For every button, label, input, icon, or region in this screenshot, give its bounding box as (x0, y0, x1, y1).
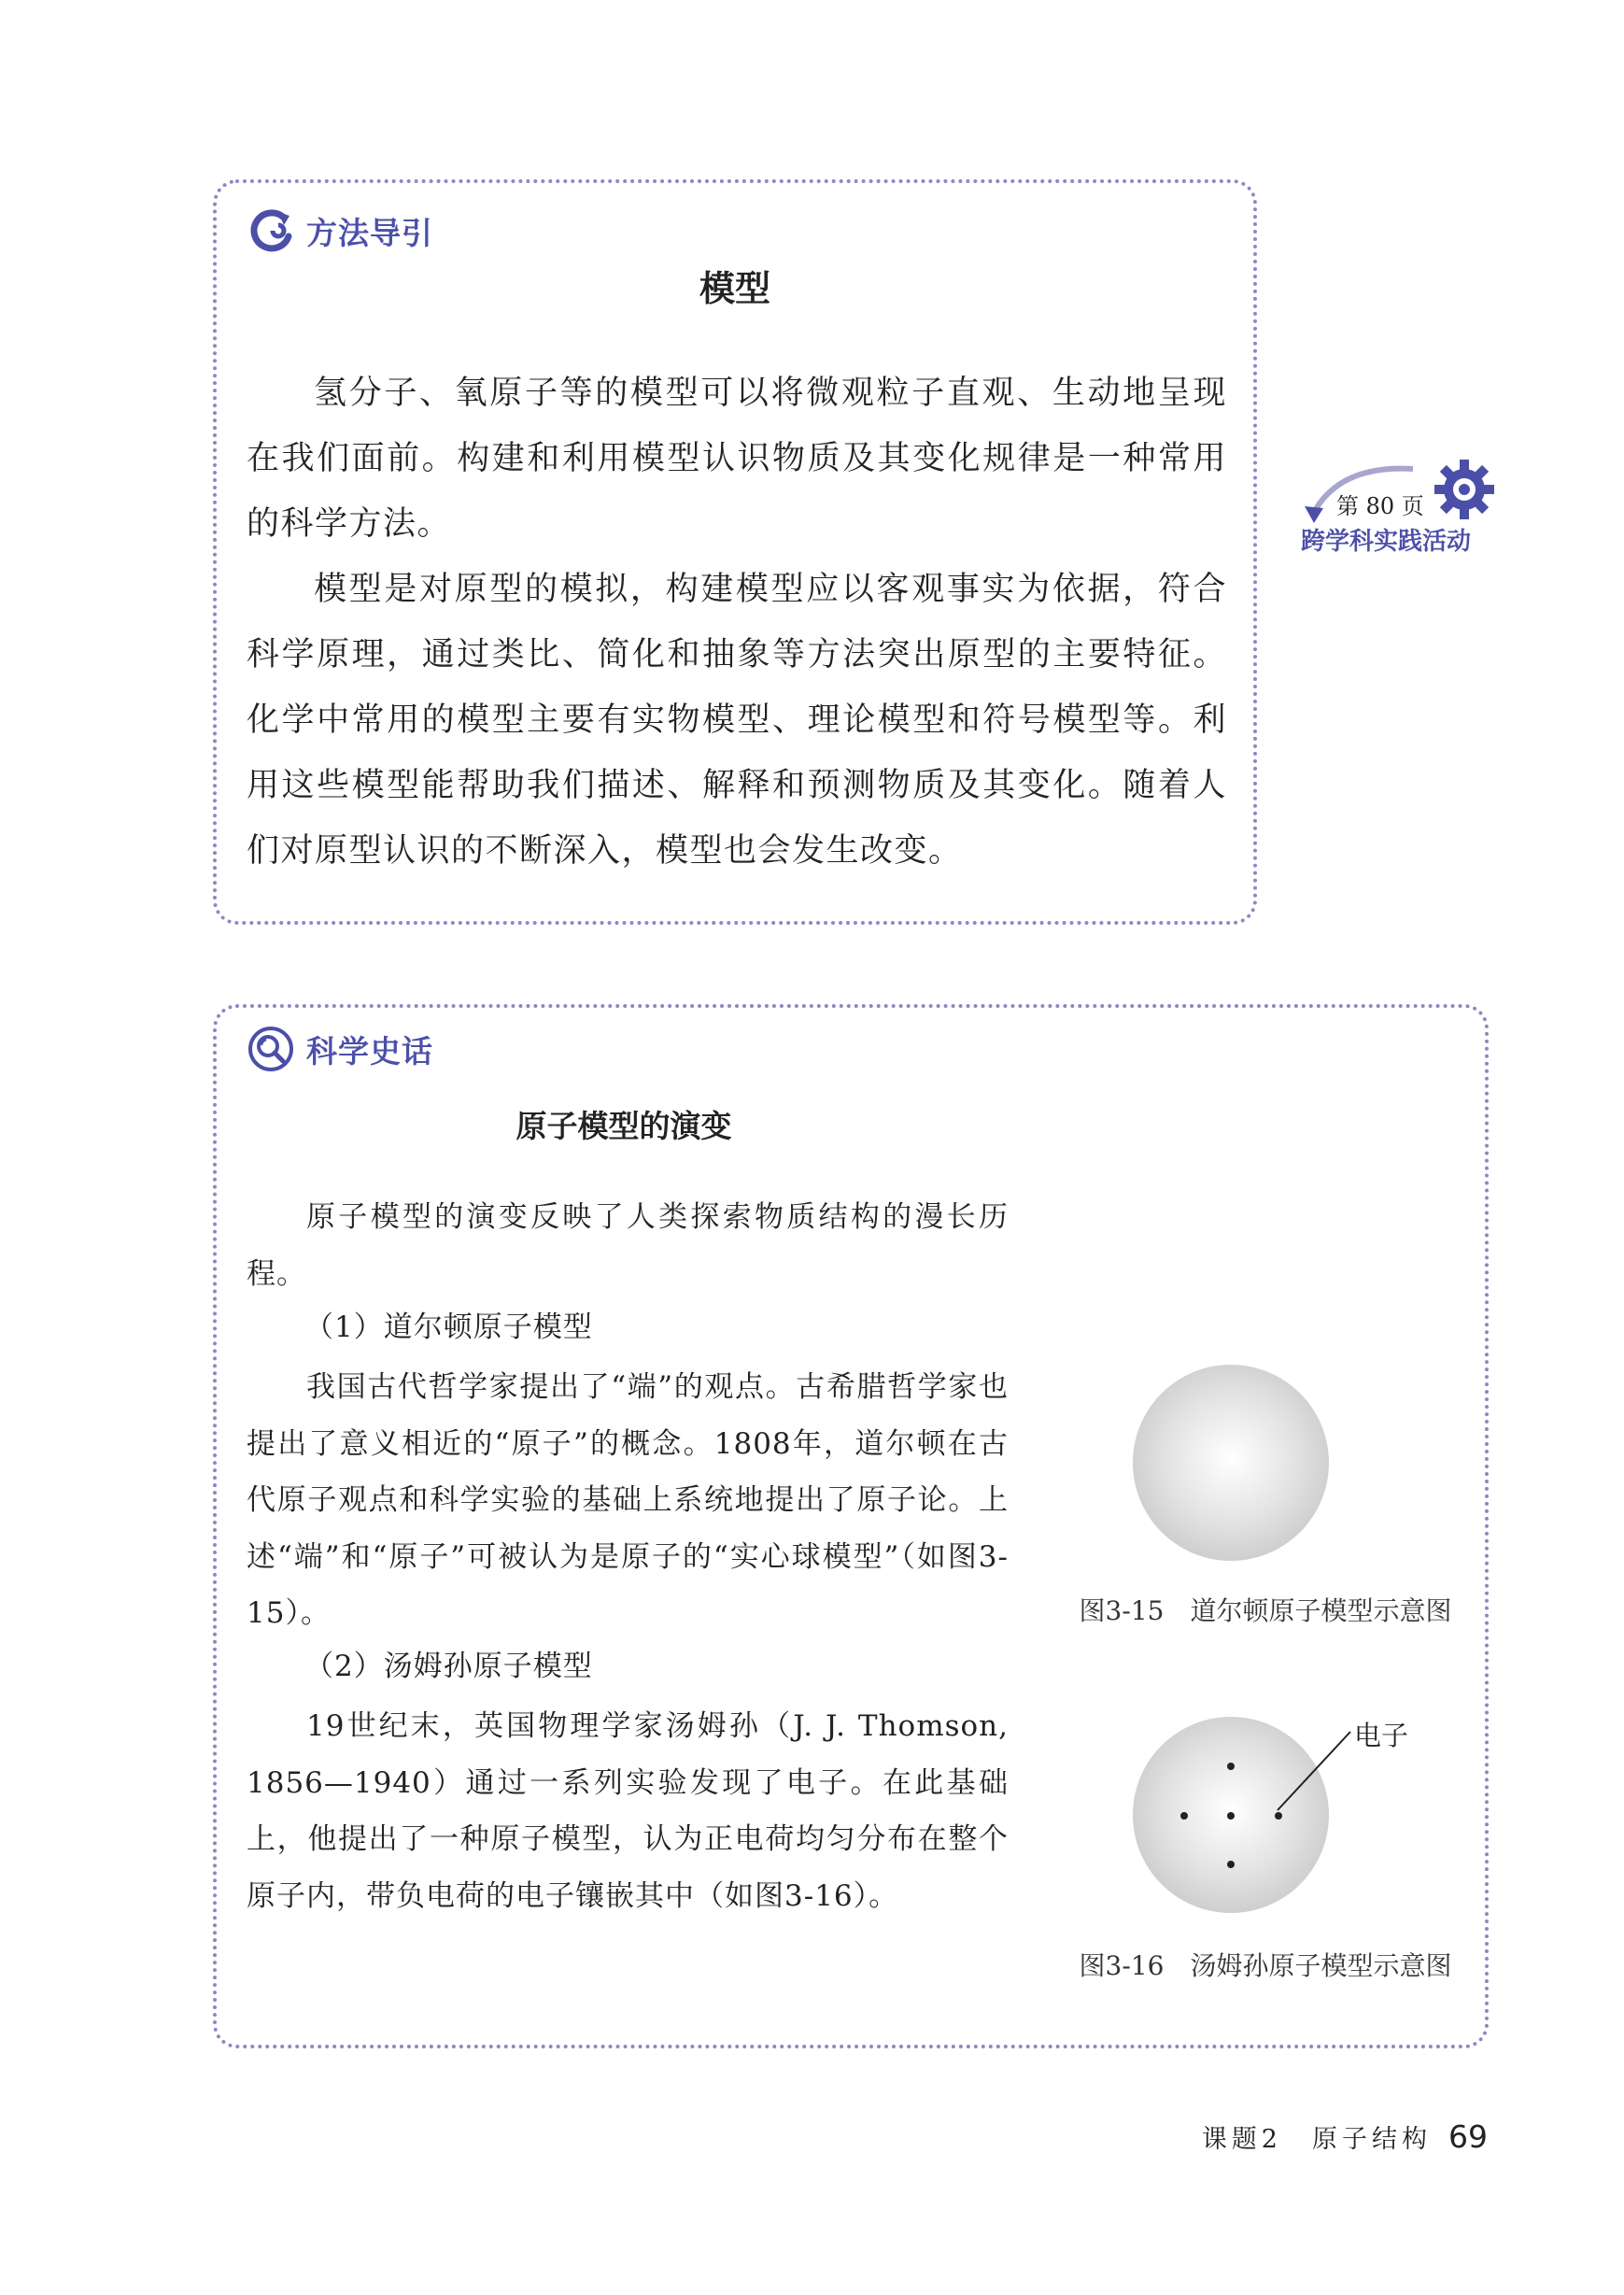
magnifier-icon (247, 1025, 295, 1073)
thomson-subheading: （2）汤姆孙原子模型 (304, 1650, 593, 1683)
science-history-badge-label: 科学史话 (306, 1032, 433, 1070)
method-paragraph-1: 氢分子、氧原子等的模型可以将微观粒子直观、生动地呈现在我们面前。构建和利用模型认识物质及其变化规律是一种常用的科学方法。 (247, 375, 1227, 543)
refresh-arrow-icon (247, 206, 295, 255)
method-paragraph-2: 模型是对原型的模拟，构建模型应以客观事实为依据，符合科学原理，通过类比、简化和抽象等方法突出原型的主要特征。化学中常用的模型主要有实物模型、理论模型和符号模型等。利用这些模型能帮助我们描述、解释和预测物质及其变化。随着人们对原型认识的不断深入，模型也会发生改变。 (247, 571, 1227, 870)
electron-dot (1227, 1812, 1235, 1820)
electron-dot (1227, 1861, 1235, 1868)
figure-3-16-caption: 图3-16 汤姆孙原子模型示意图 (1079, 1950, 1452, 1981)
method-guide-badge-label: 方法导引 (306, 214, 433, 251)
dalton-paragraph: 我国古代哲学家提出了“端”的观点。古希腊哲学家也提出了意义相近的“原子”的概念。1808年，道尔顿在古代原子观点和科学实验的基础上系统地提出了原子论。上述“端”和“原子”可被认为是原子的“实心球模型”（如图3-15）。 (247, 1370, 1009, 1630)
page-footer (1202, 2118, 1488, 2155)
method-guide-badge (247, 206, 433, 255)
dalton-atom-sphere (1133, 1365, 1329, 1561)
electron-dot (1227, 1763, 1235, 1770)
history-intro: 原子模型的演变反映了人类探索物质结构的漫长历程。 (247, 1200, 1009, 1291)
electron-leader-line (1270, 1726, 1363, 1820)
science-history-title: 原子模型的演变 (515, 1108, 732, 1144)
figure-3-15-caption: 图3-15 道尔顿原子模型示意图 (1079, 1595, 1452, 1626)
method-guide-title: 模型 (699, 267, 770, 309)
gear-icon (1434, 460, 1494, 519)
footer-chapter: 课题2 原子结构 (1201, 2125, 1432, 2154)
science-history-badge (247, 1025, 433, 1073)
page-number: 69 (1448, 2118, 1488, 2155)
dalton-subheading: （1）道尔顿原子模型 (304, 1310, 593, 1344)
cross-reference-label[interactable]: 跨学科实践活动 (1301, 528, 1472, 556)
electron-dot (1180, 1812, 1188, 1820)
electron-label: 电子 (1354, 1720, 1409, 1751)
thomson-paragraph: 19世纪末，英国物理学家汤姆孙（J. J. Thomson, 1856—1940）通过一系列实验发现了电子。在此基础上，他提出了一种原子模型，认为正电荷均匀分布在整个原子内，带负电荷的电子镶嵌其中（如图3-16）。 (247, 1709, 1009, 1913)
cross-reference-page[interactable]: 第 80 页 (1336, 493, 1424, 519)
